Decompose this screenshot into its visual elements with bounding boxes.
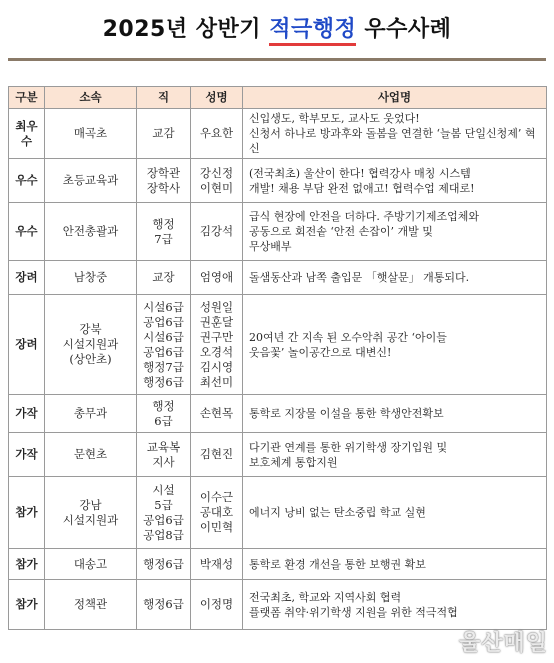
cell-position — [137, 295, 191, 395]
table-row — [9, 477, 547, 549]
table-row — [9, 203, 547, 261]
cell-position — [137, 433, 191, 477]
cell-dept — [45, 549, 137, 580]
cell-project — [243, 109, 547, 159]
header-project: 사업명 — [243, 87, 547, 109]
cell-name-line: 이민혁 — [199, 520, 234, 534]
cell-position-line: 시설 — [152, 482, 175, 497]
cell-dept-line: 정책관 — [73, 597, 108, 611]
cell-dept-line: 문현초 — [73, 447, 108, 461]
cell-grade: 참가 — [9, 549, 45, 580]
cell-position-line: 행정7급 — [143, 359, 184, 374]
cell-position — [137, 261, 191, 295]
title-prefix: 2025년 상반기 — [102, 17, 270, 42]
cell-position — [137, 203, 191, 261]
cell-dept — [45, 261, 137, 295]
cell-name-line: 강신정 — [199, 165, 234, 180]
cell-dept-line: 강북 — [79, 322, 102, 336]
cell-project-line: 플랫폼 취약·위기학생 지원을 위한 적극적협 — [249, 605, 458, 619]
cell-position-line: 행정6급 — [143, 597, 184, 611]
cell-dept-line: 매곡초 — [73, 126, 108, 140]
cell-project — [243, 549, 547, 580]
cell-grade: 참가 — [9, 580, 45, 630]
cell-position — [137, 477, 191, 549]
cell-project — [243, 477, 547, 549]
cell-position — [137, 109, 191, 159]
title-bar — [8, 0, 546, 61]
cell-position-line: 교장 — [152, 270, 175, 284]
cell-position-line: 장학관 — [146, 165, 181, 180]
cell-name-line: 이현미 — [199, 180, 234, 195]
cell-name-line: 권구만 — [199, 329, 234, 344]
cell-project-line: 공동으로 회전솥 ‘안전 손잡이’ 개발 및 — [249, 225, 433, 238]
cell-name-line: 성원일 — [199, 299, 234, 314]
cell-name — [191, 580, 243, 630]
cell-dept — [45, 580, 137, 630]
cell-dept-line: 대송고 — [73, 556, 108, 571]
cell-dept — [45, 395, 137, 433]
header-name: 성명 — [191, 87, 243, 109]
cell-position-line: 시설6급 — [143, 299, 184, 314]
cell-name — [191, 159, 243, 203]
table-row — [9, 109, 547, 159]
cell-dept-line: (상안초) — [69, 352, 112, 366]
cell-project — [243, 580, 547, 630]
cell-project-line: 돌샘동산과 남쪽 출입문 「햇살문」 개통되다. — [249, 271, 470, 284]
cell-name — [191, 203, 243, 261]
cell-grade: 우수 — [9, 203, 45, 261]
cell-position-line: 지사 — [152, 454, 175, 469]
cell-dept-line: 강남 — [79, 497, 102, 512]
cell-project-line: 웃음꽃’ 놀이공간으로 대변신! — [249, 345, 392, 359]
cell-name-line: 김시영 — [199, 359, 234, 374]
title-highlight: 적극행정 — [269, 17, 357, 42]
cell-position — [137, 395, 191, 433]
header-grade: 구분 — [9, 87, 45, 109]
cell-project — [243, 295, 547, 395]
watermark-logo: 울산매일 — [458, 631, 548, 656]
cell-name — [191, 261, 243, 295]
table-row — [9, 159, 547, 203]
cell-project — [243, 203, 547, 261]
cell-project-line: 개발! 채용 부담 완전 없애고! 협력수업 제대로! — [249, 181, 475, 195]
cell-position-line: 행정6급 — [143, 556, 184, 571]
table-row — [9, 549, 547, 580]
cell-position-line: 장학사 — [146, 180, 181, 195]
cell-dept — [45, 433, 137, 477]
cell-dept — [45, 477, 137, 549]
cell-project-line: 전국최초, 학교와 지역사회 협력 — [249, 590, 402, 604]
cell-name-line: 공대호 — [199, 505, 234, 519]
cell-position-line: 6급 — [154, 413, 173, 428]
table-row — [9, 295, 547, 395]
cell-project-line: (전국최초) 울산이 한다! 협력강사 매칭 시스템 — [249, 166, 471, 180]
title-highlight-wrap — [269, 17, 356, 46]
table-row — [9, 580, 547, 630]
cell-dept — [45, 159, 137, 203]
cell-dept-line: 시설지원과 — [62, 512, 119, 527]
cell-project-line: 보호체계 통합지원 — [249, 455, 338, 469]
cell-project — [243, 159, 547, 203]
cell-project-line: 무상배부 — [249, 240, 292, 253]
cell-project-line: 에너지 낭비 없는 탄소중립 학교 실현 — [249, 506, 426, 519]
cell-dept-line: 안전총괄과 — [62, 224, 119, 238]
cell-project — [243, 433, 547, 477]
cell-project-line: 신입생도, 학부모도, 교사도 웃었다! — [249, 112, 420, 125]
cell-position-line: 행정 — [152, 398, 175, 413]
cell-name — [191, 549, 243, 580]
cell-grade: 참가 — [9, 477, 45, 549]
cell-position-line: 행정 — [152, 216, 175, 231]
cell-name-line: 엄영애 — [199, 270, 234, 284]
cell-project-line: 급식 현장에 안전을 더하다. 주방기기제조업체와 — [249, 210, 480, 223]
cell-grade: 가작 — [9, 433, 45, 477]
cell-dept — [45, 295, 137, 395]
cell-name — [191, 433, 243, 477]
cell-name — [191, 477, 243, 549]
cell-grade: 최우수 — [9, 109, 45, 159]
cell-position-line: 5급 — [154, 497, 173, 512]
cell-project-line: 통학로 환경 개선을 통한 보행권 확보 — [249, 557, 426, 571]
cell-project-line: 다기관 연계를 통한 위기학생 장기입원 및 — [249, 440, 448, 454]
cell-dept-line: 남창중 — [73, 270, 108, 284]
cell-position — [137, 580, 191, 630]
cell-position-line: 7급 — [154, 231, 173, 246]
cell-project-line: 신청서 하나로 방과후와 돌봄을 연결한 ‘늘봄 단일신청제’ 혁신 — [249, 127, 536, 155]
cell-position-line: 교감 — [152, 126, 175, 140]
table-row — [9, 433, 547, 477]
cell-dept-line: 시설지원과 — [62, 337, 119, 351]
cell-dept — [45, 109, 137, 159]
cell-grade: 장려 — [9, 295, 45, 395]
cell-project — [243, 261, 547, 295]
table-row — [9, 395, 547, 433]
cell-project — [243, 395, 547, 433]
cell-name — [191, 109, 243, 159]
table-row — [9, 261, 547, 295]
table-header-row — [9, 87, 547, 109]
cell-name — [191, 395, 243, 433]
header-dept: 소속 — [45, 87, 137, 109]
cell-name-line: 오경석 — [199, 344, 234, 359]
cell-position — [137, 549, 191, 580]
cell-dept-line: 초등교육과 — [62, 173, 119, 187]
cell-dept — [45, 203, 137, 261]
title-suffix: 우수사례 — [356, 17, 452, 42]
cell-name-line: 김강석 — [199, 224, 234, 238]
cell-position-line: 공업6급 — [143, 314, 184, 329]
cell-position-line: 교육복 — [146, 439, 181, 454]
cell-name-line: 이정명 — [199, 597, 234, 611]
cell-name — [191, 295, 243, 395]
cell-name-line: 이수근 — [199, 490, 234, 504]
cell-name-line: 권훈달 — [199, 314, 234, 329]
header-position: 직 — [137, 87, 191, 109]
cell-grade: 우수 — [9, 159, 45, 203]
cell-name-line: 우요한 — [199, 126, 234, 140]
cell-dept-line: 총무과 — [73, 406, 108, 420]
cell-project-line: 통학로 지장물 이설을 통한 학생안전확보 — [249, 407, 444, 420]
cell-position-line: 행정6급 — [143, 374, 184, 389]
cell-name-line: 김현진 — [199, 447, 234, 461]
cell-name-line: 손현목 — [199, 406, 234, 420]
awards-table — [8, 86, 547, 630]
table-body — [9, 109, 547, 630]
cell-position-line: 시설6급 — [143, 329, 184, 344]
cell-name-line: 최선미 — [199, 374, 234, 389]
cell-name-line: 박재성 — [199, 556, 234, 571]
cell-position-line: 공업6급 — [143, 344, 184, 359]
cell-position-line: 공업8급 — [143, 527, 184, 542]
page-title — [8, 12, 546, 43]
cell-position — [137, 159, 191, 203]
cell-grade: 장려 — [9, 261, 45, 295]
cell-grade: 가작 — [9, 395, 45, 433]
cell-position-line: 공업6급 — [143, 512, 184, 527]
cell-project-line: 20여년 간 지속 된 오수악취 공간 ‘아이들 — [249, 330, 447, 344]
